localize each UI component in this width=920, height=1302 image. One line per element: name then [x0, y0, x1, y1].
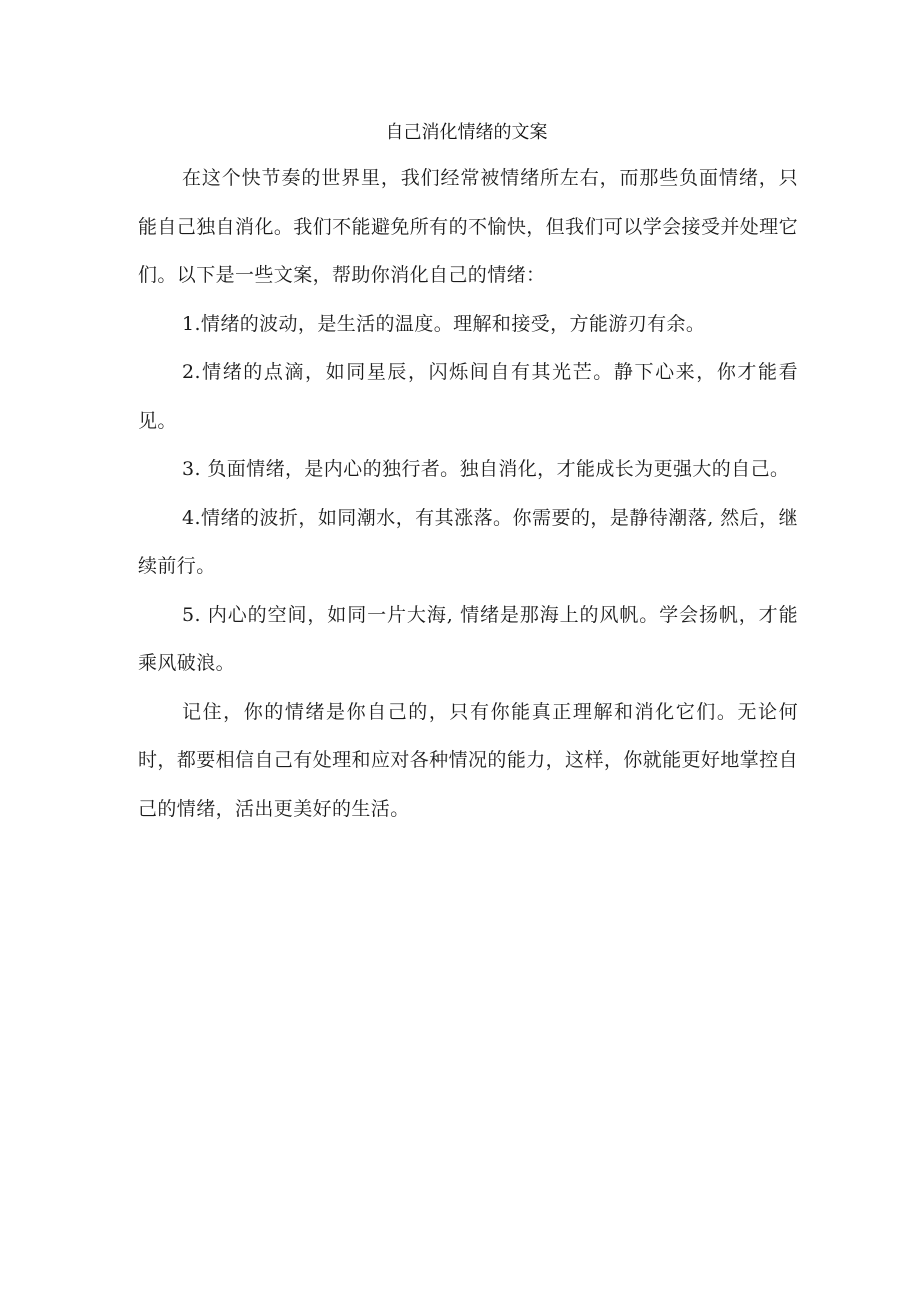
list-item-3: 3. 负面情绪，是内心的独行者。独自消化，才能成长为更强大的自己。: [182, 458, 790, 480]
list-item-5: 5. 内心的空间，如同一片大海, 情绪是那海上的风帆。学会扬帆，才能乘风破浪。: [138, 603, 798, 674]
closing-paragraph: 记住，你的情绪是你自己的，只有你能真正理解和消化它们。无论何时，都要相信自己有处理和应对各种情况的能力，这样，你就能更好地掌控自己的情绪，活出更美好的生活。: [138, 700, 798, 820]
document-body: [138, 112, 798, 833]
list-item-1: 1.情绪的波动，是生活的温度。理解和接受，方能游刃有余。: [182, 312, 706, 335]
intro-paragraph: 在这个快节奏的世界里，我们经常被情绪所左右，而那些负面情绪，只能自己独自消化。我们不能避免所有的不愉快，但我们可以学会接受并处理它们。以下是一些文案，帮助你消化自己的情绪：: [138, 167, 798, 286]
list-item-4: 4.情绪的波折，如同潮水，有其涨落。你需要的，是静待潮落, 然后，继续前行。: [138, 506, 798, 577]
document-title: 自己消化情绪的文案: [385, 122, 548, 143]
list-item-2: 2.情绪的点滴，如同星辰，闪烁间自有其光芒。静下心来，你才能看见。: [138, 361, 798, 432]
